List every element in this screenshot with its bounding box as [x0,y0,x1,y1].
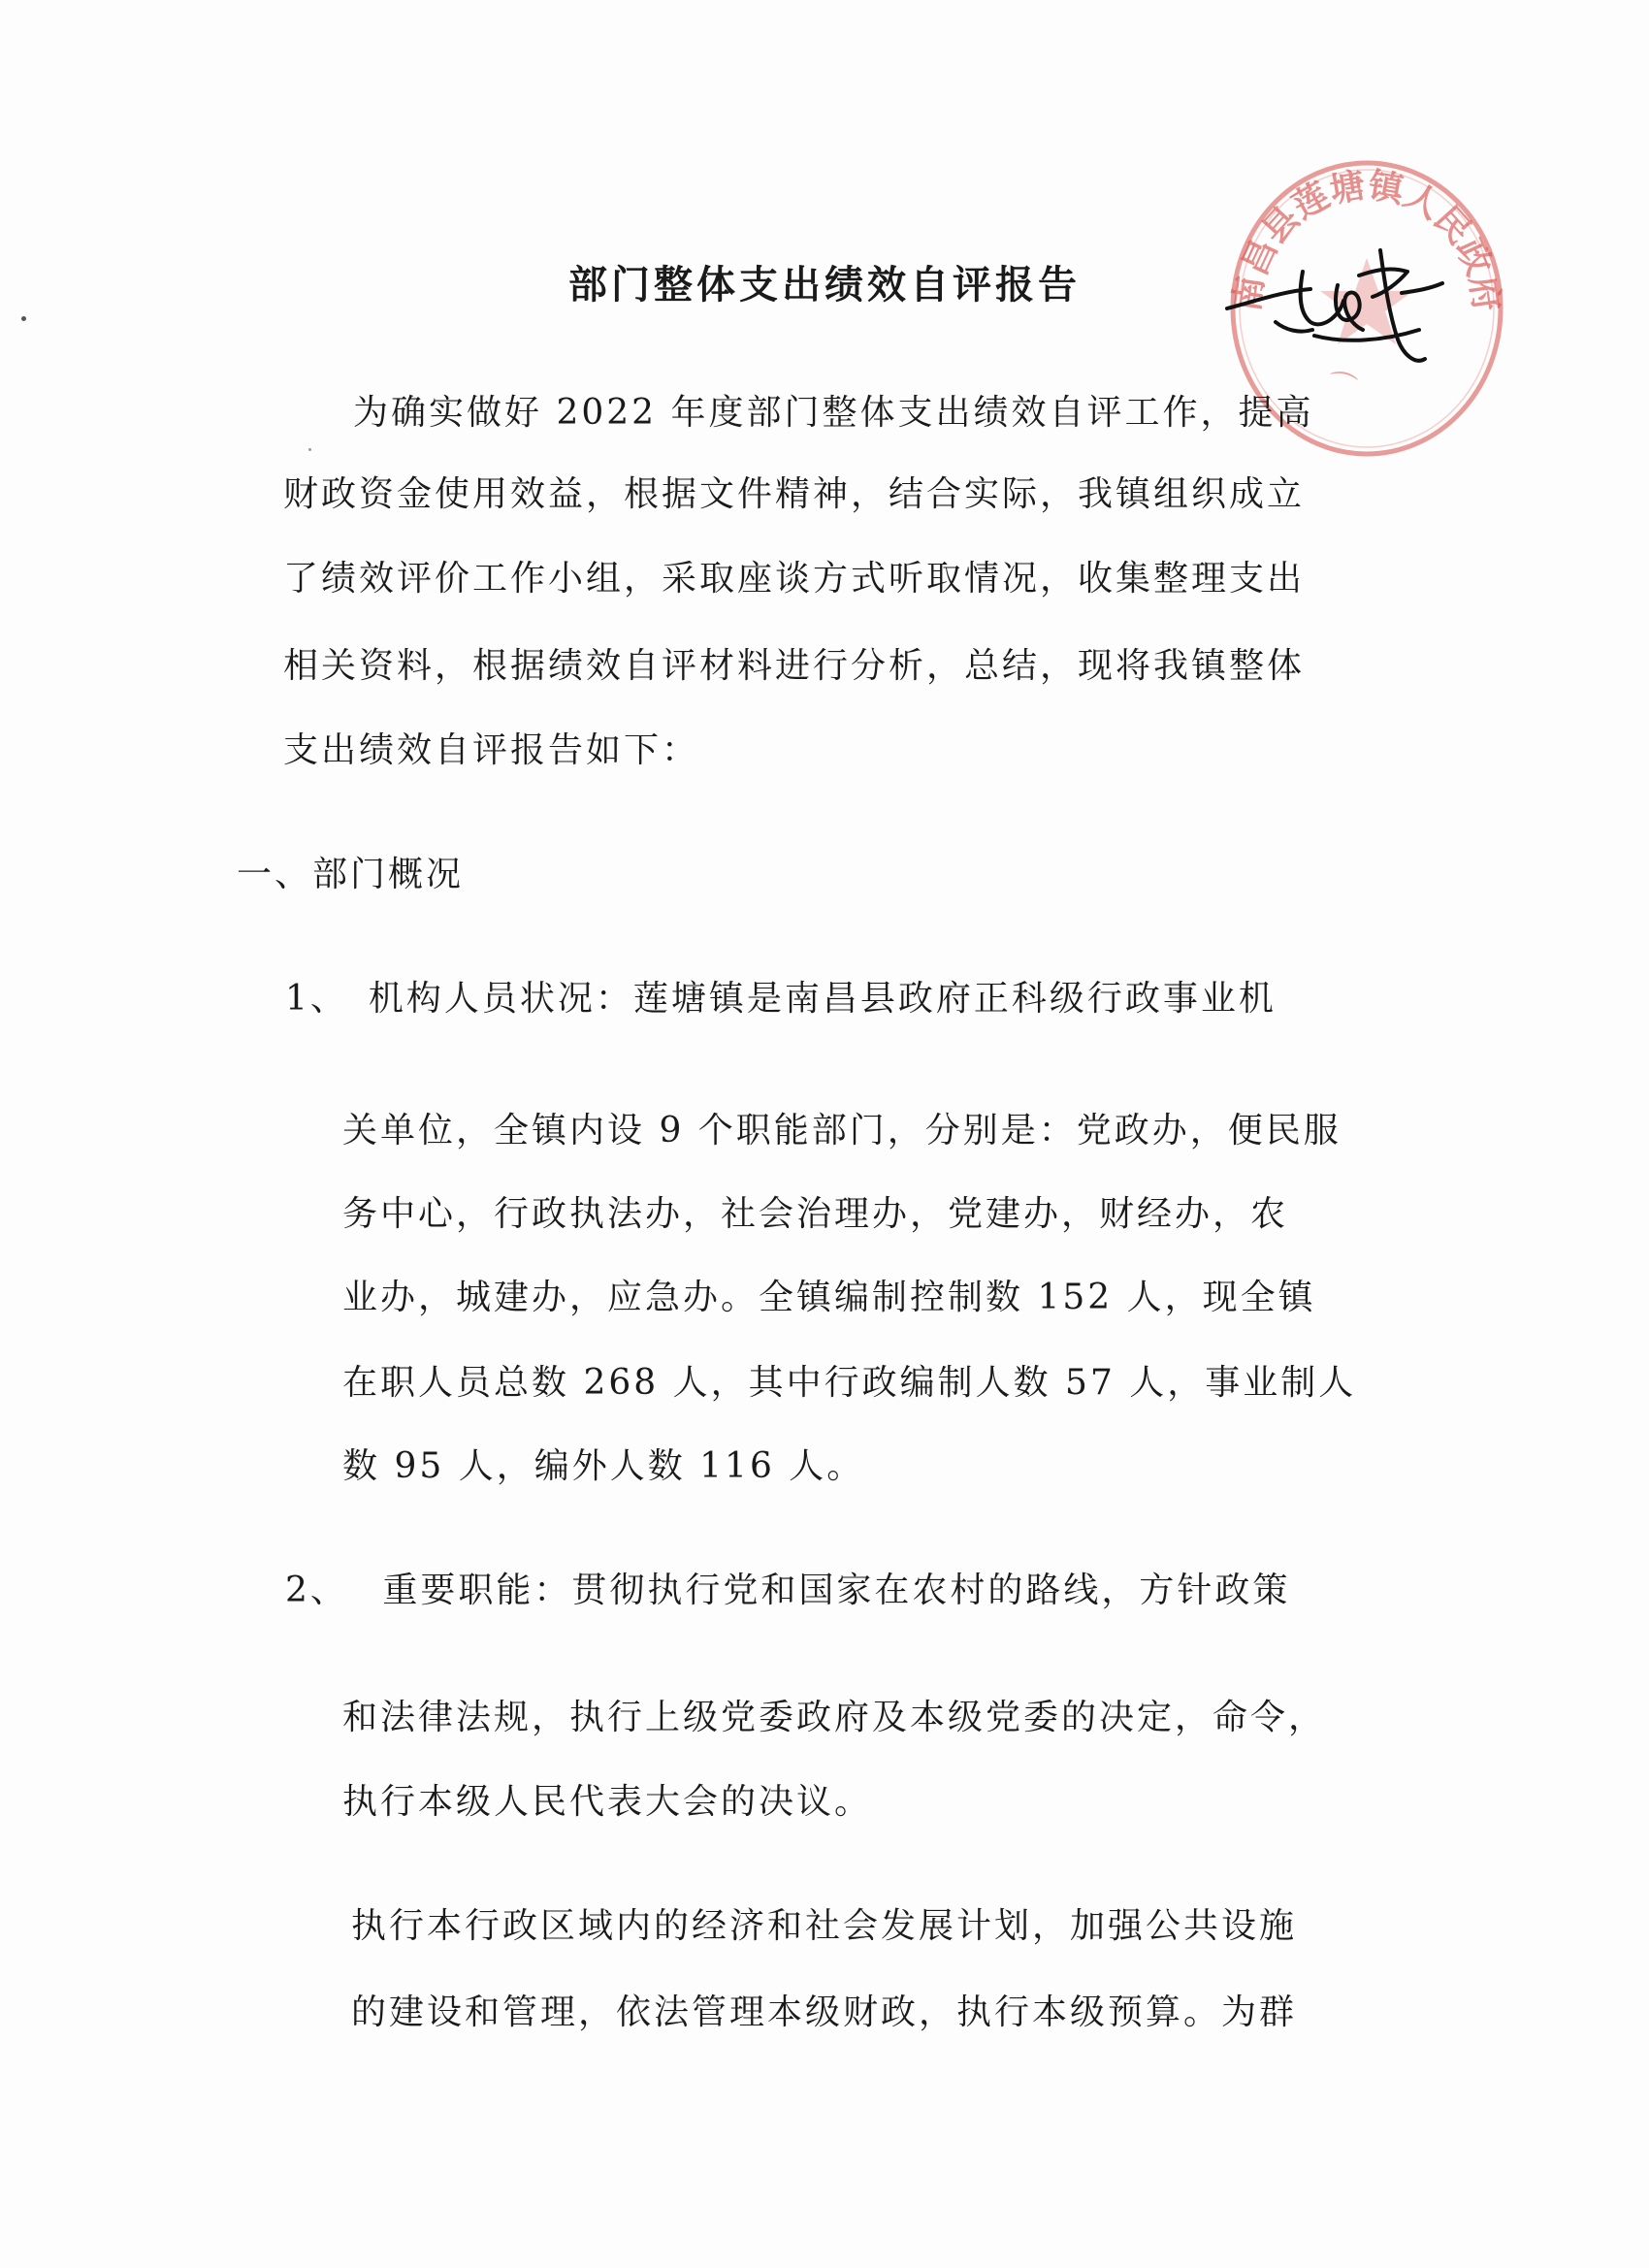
intro-line-4: 相关资料，根据绩效自评材料进行分析，总结，现将我镇整体 [283,646,1306,686]
item1-line-4: 业办，城建办，应急办。全镇编制控制数 152 人，现全镇 [342,1278,1316,1317]
item2-line-2: 和法律法规，执行上级党委政府及本级党委的决定，命令， [342,1698,1327,1737]
intro-line-2: 财政资金使用效益，根据文件精神，结合实际，我镇组织成立 [283,474,1306,514]
item2-line-3: 执行本级人民代表大会的决议。 [342,1782,873,1822]
section-heading: 一、部门概况 [237,855,465,894]
item2-line-1: 2、 重要职能：贯彻执行党和国家在农村的路线，方针政策 [285,1571,1291,1610]
item1-line-5: 在职人员总数 268 人，其中行政编制人数 57 人，事业制人 [342,1363,1357,1403]
item1-line-2: 关单位，全镇内设 9 个职能部门，分别是：党政办，便民服 [342,1111,1342,1150]
item2-line-4: 执行本行政区域内的经济和社会发展计划，加强公共设施 [351,1906,1298,1946]
scan-speck [21,316,26,321]
intro-line-3: 了绩效评价工作小组，采取座谈方式听取情况，收集整理支出 [283,559,1306,599]
intro-line-1: 为确实做好 2022 年度部门整体支出绩效自评工作，提高 [353,393,1314,433]
svg-text:⌒: ⌒ [1323,368,1360,407]
item2-line-5: 的建设和管理，依法管理本级财政，执行本级预算。为群 [351,1993,1298,2032]
document-title: 部门整体支出绩效自评报告 [568,263,1081,308]
item1-line-3: 务中心，行政执法办，社会治理办，党建办，财经办，农 [342,1194,1289,1234]
item1-line-6: 数 95 人，编外人数 116 人。 [342,1446,865,1486]
intro-line-5: 支出绩效自评报告如下： [283,730,700,770]
scan-speck [308,448,311,451]
seal-text: 南昌县莲塘镇人民政府 [1227,165,1506,314]
item1-line-1: 1、 机构人员状况：莲塘镇是南昌县政府正科级行政事业机 [285,979,1277,1019]
